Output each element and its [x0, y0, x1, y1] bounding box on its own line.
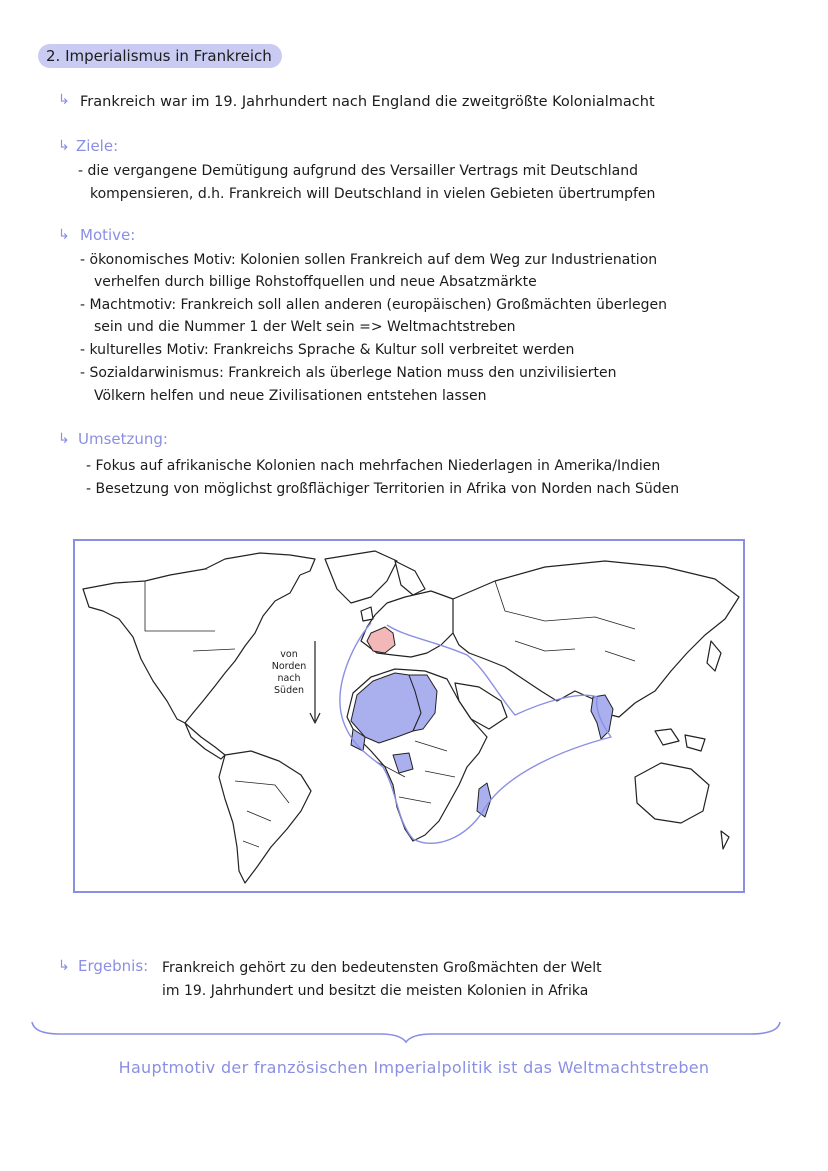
ergebnis-line: im 19. Jahrhundert und besitzt die meisten Kolonien in Afrika	[162, 983, 589, 999]
direction-label-word: nach	[277, 673, 301, 684]
australia-shape	[635, 763, 709, 823]
motive-line: - kulturelles Motiv: Frankreichs Sprache & Kultur soll verbreitet werden	[80, 342, 575, 358]
direction-label-word: Süden	[274, 685, 304, 696]
motive-line: - Sozialdarwinismus: Frankreich als überlege Nation muss den unzivilisierten	[80, 365, 617, 381]
south-america-shape	[219, 751, 311, 883]
ergebnis-line: Frankreich gehört zu den bedeutensten Großmächten der Welt	[162, 960, 602, 976]
summary-text: Hauptmotiv der französischen Imperialpolitik ist das Weltmachtstreben	[118, 1058, 710, 1077]
arrow-icon: ↳	[58, 138, 70, 154]
motive-line: sein und die Nummer 1 der Welt sein => Weltmachtstreben	[94, 319, 516, 335]
ergebnis-heading: Ergebnis:	[78, 957, 149, 975]
north-america-shape	[83, 563, 300, 723]
madagascar-colony	[477, 783, 491, 817]
summary-brace	[30, 1018, 782, 1044]
page-title: 2. Imperialismus in Frankreich	[38, 44, 282, 68]
arrow-icon: ↳	[58, 227, 70, 243]
motive-line: verhelfen durch billige Rohstoffquellen und neue Absatzmärkte	[94, 274, 537, 290]
arrow-icon: ↳	[58, 92, 70, 108]
intro-text: Frankreich war im 19. Jahrhundert nach England die zweitgrößte Kolonialmacht	[80, 94, 655, 110]
world-map-drawing	[75, 541, 743, 891]
arrow-icon: ↳	[58, 958, 70, 974]
ziele-line: kompensieren, d.h. Frankreich will Deutschland in vielen Gebieten übertrumpfen	[90, 186, 656, 202]
umsetzung-line: - Besetzung von möglichst großflächiger Territorien in Afrika von Norden nach Süden	[86, 481, 680, 497]
motive-heading: Motive:	[80, 226, 136, 244]
greenland-shape	[325, 551, 397, 603]
motive-line: - ökonomisches Motiv: Kolonien sollen Frankreich auf dem Weg zur Industrienation	[80, 252, 658, 268]
central-america-shape	[185, 723, 225, 759]
ziele-line: - die vergangene Demütigung aufgrund des Versailler Vertrags mit Deutschland	[78, 163, 638, 179]
motive-line: Völkern helfen und neue Zivilisationen entstehen lassen	[94, 388, 487, 404]
umsetzung-heading: Umsetzung:	[78, 430, 168, 448]
direction-label-word: von	[280, 649, 298, 660]
umsetzung-line: - Fokus auf afrikanische Kolonien nach mehrfachen Niederlagen in Amerika/Indien	[86, 458, 661, 474]
ziele-heading: Ziele:	[76, 137, 119, 155]
world-map	[73, 539, 745, 893]
arrow-icon: ↳	[58, 431, 70, 447]
motive-line: - Machtmotiv: Frankreich soll allen anderen (europäischen) Großmächten überlegen	[80, 297, 668, 313]
direction-label-word: Norden	[271, 661, 307, 672]
direction-label	[265, 649, 313, 697]
